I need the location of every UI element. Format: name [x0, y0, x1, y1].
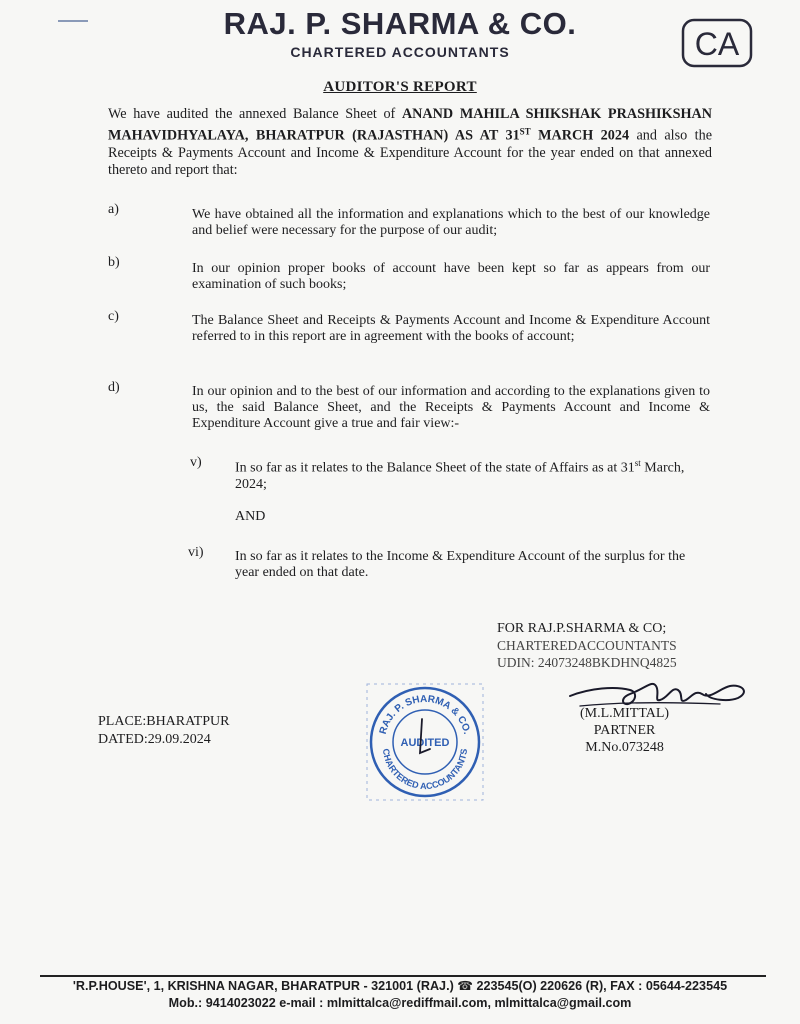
- intro-date: MARCH 2024: [530, 127, 630, 144]
- date-line: DATED:29.09.2024: [98, 732, 211, 747]
- intro-entity: ANAND MAHILA SHIKSHAK PRASHIKSHAN MAHAVIDHYALAYA, BHARATPUR (RAJASTHAN) AS AT 31: [108, 106, 712, 144]
- sub-item-v-text: In so far as it relates to the Balance Sheet of the state of Affairs as at 31st March, 2024;: [235, 458, 685, 492]
- item-d-text: In our opinion and to the best of our information and according to the explanations given to us, the said Balance Sheet, and the Receipts & Payments Account and Income & Expenditure Account give a true and fair view:-: [192, 384, 710, 431]
- firm-subtitle: CHARTERED ACCOUNTANTS: [290, 44, 510, 60]
- ca-logo: [681, 18, 753, 68]
- firm-signature-block: [497, 620, 677, 671]
- svg-text:CHARTERED ACCOUNTANTS: CHARTERED ACCOUNTANTS: [380, 748, 470, 792]
- intro-paragraph: [108, 106, 712, 179]
- item-a-label: a): [108, 202, 119, 217]
- report-title: AUDITOR'S REPORT: [323, 79, 477, 95]
- place-date-block: [98, 713, 229, 749]
- footer-address: 'R.P.HOUSE', 1, KRISHNA NAGAR, BHARATPUR - 321001 (RAJ.) ☎ 223545(O) 220626 (R), FAX : 05644-223545: [72, 979, 728, 993]
- place-line: PLACE:BHARATPUR: [98, 714, 230, 729]
- membership-number: M.No.073248: [585, 740, 664, 755]
- svg-text:RAJ. P. SHARMA & CO.: RAJ. P. SHARMA & CO.: [377, 693, 473, 736]
- for-firm-line: FOR RAJ.P.SHARMA & CO;: [497, 621, 667, 636]
- intro-rest: and also the Receipts & Payments Account and Income & Expenditure Account for the year ended on that annexed thereto and report that:: [108, 127, 712, 178]
- partner-name: (M.L.MITTAL): [580, 706, 670, 721]
- footer-contact: Mob.: 9414023022 e-mail : mlmittalca@rediffmail.com, mlmittalca@gmail.com: [168, 996, 632, 1010]
- audited-seal: [366, 683, 484, 801]
- svg-text:AUDITED: AUDITED: [400, 737, 450, 749]
- sub-item-vi-text: In so far as it relates to the Income & Expenditure Account of the surplus for the year ended on that date.: [235, 549, 686, 580]
- designation-line: CHARTEREDACCOUNTANTS: [497, 638, 677, 653]
- partner-role: PARTNER: [593, 723, 656, 738]
- sub-item-vi-label: vi): [188, 545, 204, 560]
- item-c-label: c): [108, 309, 119, 324]
- item-b-label: b): [108, 255, 120, 270]
- item-a-text: We have obtained all the information and explanations which to the best of our knowledge and belief were necessary for the purpose of our audit;: [192, 207, 710, 238]
- intro-sup: ST: [519, 126, 531, 136]
- footer-divider: [40, 975, 766, 977]
- udin-line: UDIN: 24073248BKDHNQ4825: [497, 655, 677, 670]
- item-d-label: d): [108, 380, 120, 395]
- sub-item-v-label: v): [190, 455, 202, 470]
- item-b-text: In our opinion proper books of account have been kept so far as appears from our examination of such books;: [192, 261, 710, 292]
- item-c-text: The Balance Sheet and Receipts & Payments Account and Income & Expenditure Account referred to in this report are in agreement with the books of account;: [192, 313, 710, 344]
- intro-lead: We have audited the annexed Balance Sheet of: [108, 106, 402, 122]
- partner-block: [580, 705, 669, 756]
- svg-text:CA: CA: [694, 26, 740, 62]
- firm-name: RAJ. P. SHARMA & CO.: [223, 6, 577, 41]
- and-text: AND: [235, 509, 266, 524]
